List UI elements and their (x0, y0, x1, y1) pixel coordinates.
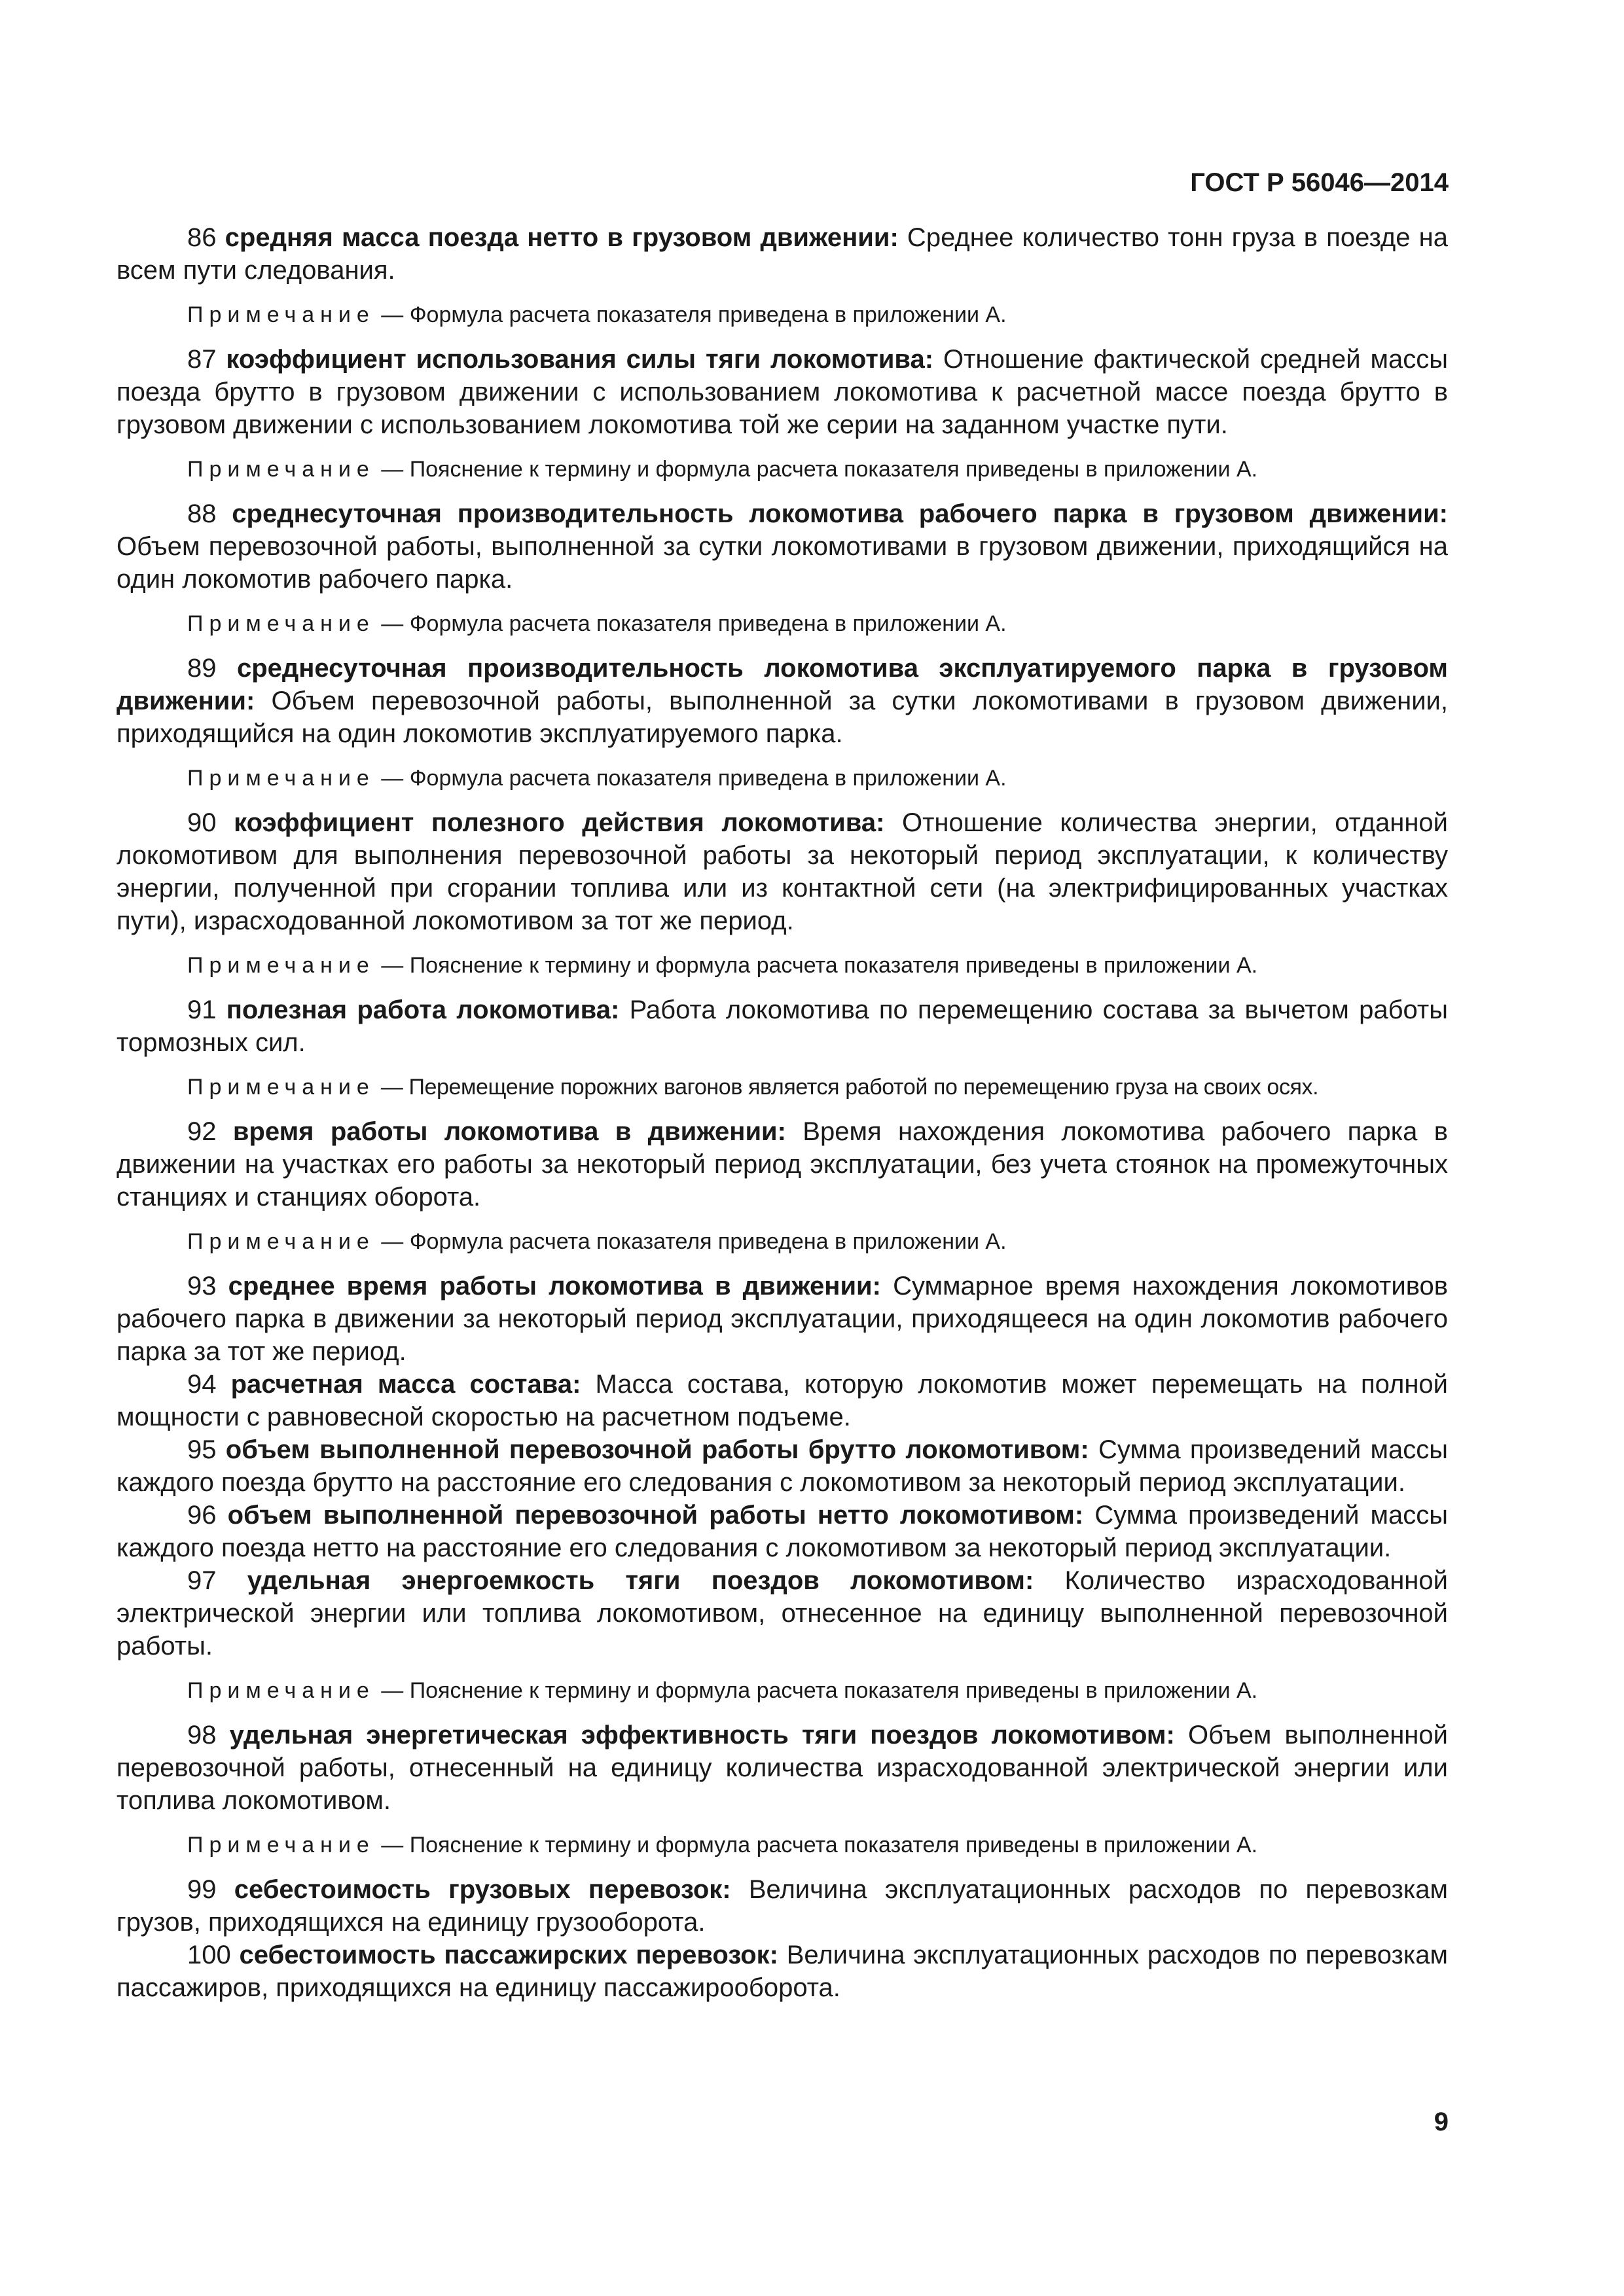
term-name: себестоимость пассажирских перевозок: (239, 1941, 778, 1969)
term-name: время работы локомотива в движении: (232, 1117, 786, 1146)
note-label: Примечание (187, 1229, 375, 1254)
note-92 (117, 1228, 1448, 1255)
term-number: 100 (187, 1941, 231, 1969)
term-definition: Сумма произведений массы каждого поезда брутто на расстояние его следования с локомотивом за некоторый период эксплуатации. (117, 1435, 1448, 1497)
term-definition: Объем выполненной перевозочной работы, отнесенный на единицу количества израсходованной электрической энергии или топлива локомотивом. (117, 1721, 1448, 1815)
term-number: 92 (187, 1117, 217, 1146)
note-98 (117, 1831, 1448, 1859)
note-text: — Перемещение порожних вагонов является работой по перемещению груза на своих осях. (380, 1075, 1319, 1100)
note-label: Примечание (187, 1075, 375, 1100)
note-text: — Формула расчета показателя приведена в приложении А. (381, 611, 1007, 636)
term-name: коэффициент полезного действия локомотива: (234, 808, 885, 837)
term-entry-97 (117, 1564, 1448, 1662)
term-number: 91 (187, 996, 217, 1024)
term-number: 93 (187, 1272, 217, 1300)
term-definition: Сумма произведений массы каждого поезда нетто на расстояние его следования с локомотивом за некоторый период эксплуатации. (117, 1501, 1448, 1562)
term-entry-93 (117, 1270, 1448, 1368)
term-entry-89 (117, 652, 1448, 750)
term-name: среднесуточная производительность локомотива рабочего парка в грузовом движении: (232, 499, 1448, 528)
term-number: 88 (187, 499, 217, 528)
term-definition: Количество израсходованной электрической энергии или топлива локомотивом, отнесенное на единицу выполненной перевозочной работы. (117, 1566, 1448, 1660)
term-number: 96 (187, 1501, 217, 1530)
term-entry-87 (117, 343, 1448, 441)
note-text: — Пояснение к термину и формула расчета показателя приведены в приложении А. (381, 1678, 1258, 1703)
note-text: — Формула расчета показателя приведена в приложении А. (381, 1229, 1007, 1254)
terms-list (117, 221, 1448, 2004)
note-89 (117, 764, 1448, 792)
note-label: Примечание (187, 953, 375, 978)
term-name: коэффициент использования силы тяги локомотива: (226, 345, 934, 374)
term-entry-92 (117, 1115, 1448, 1213)
note-label: Примечание (187, 766, 375, 791)
note-97 (117, 1677, 1448, 1704)
term-name: среднее время работы локомотива в движении: (228, 1272, 881, 1300)
term-entry-95 (117, 1433, 1448, 1499)
term-number: 97 (187, 1566, 217, 1595)
term-definition: Объем перевозочной работы, выполненной за сутки локомотивами в грузовом движении, приходящийся на один локомотив рабочего парка. (117, 532, 1448, 594)
term-number: 86 (187, 223, 217, 252)
term-definition: Масса состава, которую локомотив может перемещать на полной мощности с равновесной скоростью на расчетном подъеме. (117, 1370, 1449, 1431)
term-name: полезная работа локомотива: (226, 996, 620, 1024)
term-entry-88 (117, 497, 1448, 596)
note-text: — Пояснение к термину и формула расчета показателя приведены в приложении А. (381, 953, 1258, 978)
term-entry-99 (117, 1873, 1448, 1939)
term-definition: Отношение фактической средней массы поезда брутто в грузовом движении с использованием локомотива к расчетной массе поезда брутто в грузовом движении с использованием локомотива той же серии на заданном участке пути. (117, 345, 1449, 439)
term-definition: Отношение количества энергии, отданной локомотивом для выполнения перевозочной работы за некоторый период эксплуатации, к количеству энергии, полученной при сгорании топлива или из контактной сети (на электрифицированных участках пути), израсходованной локомотивом за тот же период. (117, 808, 1448, 935)
note-label: Примечание (187, 457, 375, 482)
note-text: — Пояснение к термину и формула расчета показателя приведены в приложении А. (381, 457, 1258, 482)
term-number: 90 (187, 808, 217, 837)
note-text: — Формула расчета показателя приведена в приложении А. (381, 766, 1007, 791)
term-number: 95 (187, 1435, 217, 1464)
note-text: — Формула расчета показателя приведена в приложении А. (381, 302, 1007, 327)
term-definition: Величина эксплуатационных расходов по перевозкам грузов, приходящихся на единицу грузооборота. (117, 1875, 1448, 1937)
term-entry-91 (117, 994, 1448, 1059)
term-entry-98 (117, 1719, 1448, 1817)
term-name: себестоимость грузовых перевозок: (234, 1875, 731, 1904)
term-name: удельная энергоемкость тяги поездов локомотивом: (247, 1566, 1034, 1595)
note-label: Примечание (187, 611, 375, 636)
term-definition: Объем перевозочной работы, выполненной за сутки локомотивами в грузовом движении, приходящийся на один локомотив эксплуатируемого парка. (117, 687, 1448, 748)
term-entry-86 (117, 221, 1448, 287)
term-definition: Суммарное время нахождения локомотивов рабочего парка в движении за некоторый период эксплуатации, приходящееся на один локомотив рабочего парка за тот же период. (117, 1272, 1448, 1366)
term-number: 98 (187, 1721, 217, 1749)
term-name: объем выполненной перевозочной работы нетто локомотивом: (227, 1501, 1084, 1530)
term-number: 94 (187, 1370, 217, 1399)
term-definition: Среднее количество тонн груза в поезде на всем пути следования. (117, 223, 1448, 285)
term-number: 89 (187, 654, 217, 683)
note-label: Примечание (187, 1678, 375, 1703)
note-text: — Пояснение к термину и формула расчета показателя приведены в приложении А. (381, 1833, 1258, 1857)
note-label: Примечание (187, 1833, 375, 1857)
note-87 (117, 456, 1448, 483)
page-number: 9 (1434, 2108, 1449, 2136)
note-label: Примечание (187, 302, 375, 327)
term-number: 87 (187, 345, 217, 374)
document-header: ГОСТ Р 56046—2014 (1190, 168, 1449, 197)
term-entry-94 (117, 1368, 1448, 1433)
note-88 (117, 610, 1448, 637)
term-name: средняя масса поезда нетто в грузовом движении: (225, 223, 899, 252)
term-definition: Время нахождения локомотива рабочего парка в движении на участках его работы за некоторый период эксплуатации, без учета стоянок на промежуточных станциях и станциях оборота. (117, 1117, 1448, 1211)
term-name: объем выполненной перевозочной работы брутто локомотивом: (225, 1435, 1089, 1464)
term-entry-90 (117, 806, 1448, 937)
term-name: среднесуточная производительность локомотива эксплуатируемого парка в грузовом движении: (117, 654, 1448, 715)
term-entry-100 (117, 1939, 1448, 2004)
note-91 (117, 1073, 1448, 1101)
term-definition: Величина эксплуатационных расходов по перевозкам пассажиров, приходящихся на единицу пассажирооборота. (117, 1941, 1448, 2002)
note-86 (117, 301, 1448, 329)
term-number: 99 (187, 1875, 217, 1904)
note-90 (117, 952, 1448, 979)
term-entry-96 (117, 1499, 1448, 1564)
term-name: удельная энергетическая эффективность тяги поездов локомотивом: (229, 1721, 1175, 1749)
term-name: расчетная масса состава: (230, 1370, 581, 1399)
term-definition: Работа локомотива по перемещению состава за вычетом работы тормозных сил. (117, 996, 1448, 1057)
